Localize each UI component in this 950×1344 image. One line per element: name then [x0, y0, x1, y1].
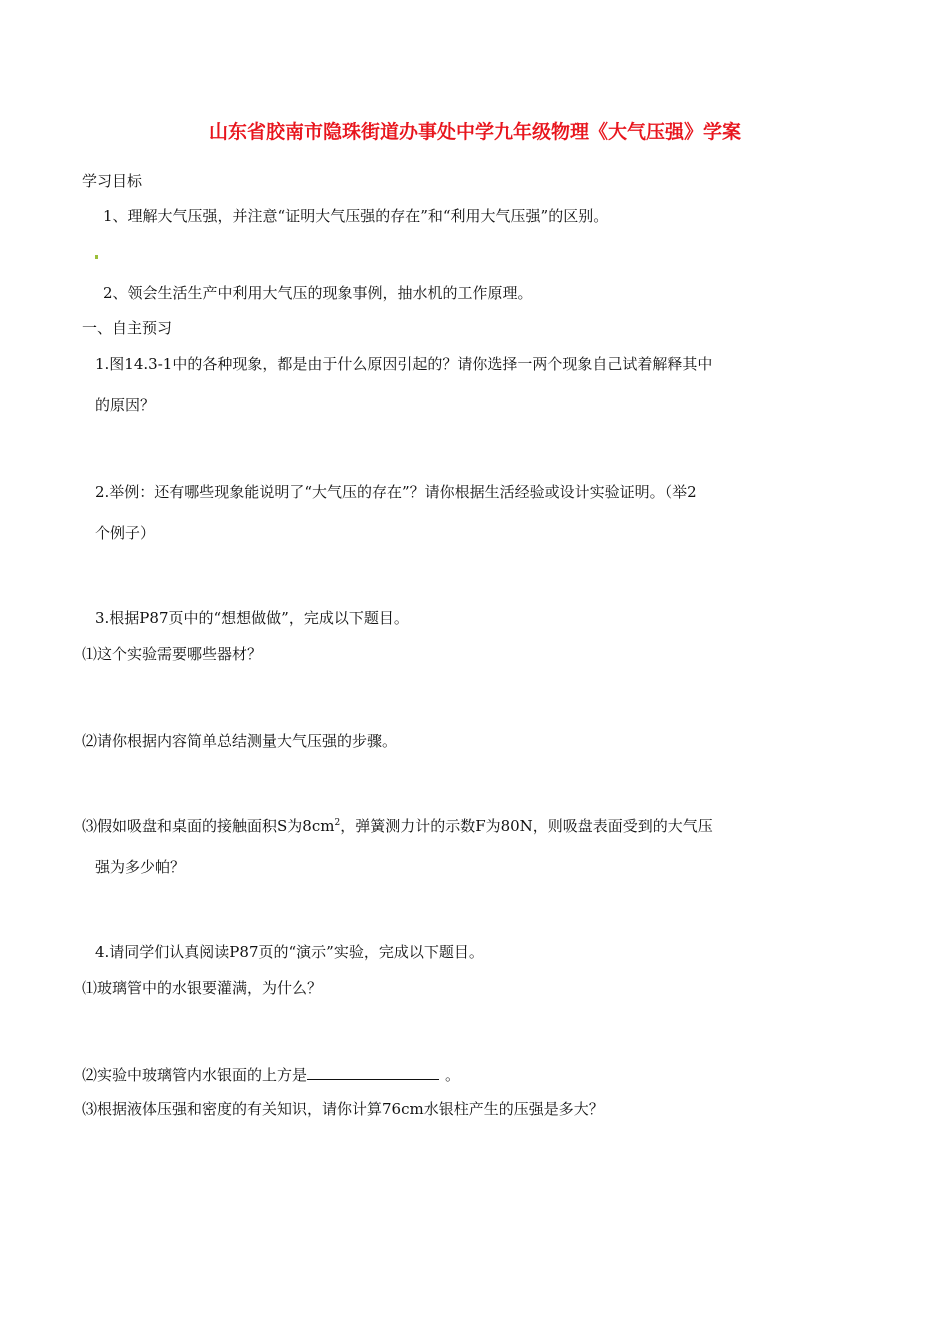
question-2-line-2: 个例子）: [95, 524, 156, 542]
question-4-sub-2-text: ⑵实验中玻璃管内水银面的上方是: [82, 1066, 308, 1084]
goal-item-1: 1、理解大气压强，并注意“证明大气压强的存在”和“利用大气压强”的区别。: [103, 207, 609, 225]
answer-blank[interactable]: [307, 1064, 439, 1080]
question-2-line-1: 2.举例：还有哪些现象能说明了“大气压的存在”？请你根据生活经验或设计实验证明。（举2: [95, 483, 697, 501]
question-4-sub-1: ⑴玻璃管中的水银要灌满，为什么？: [82, 979, 323, 997]
question-3-sub-3-text-b: ，弹簧测力计的示数F为80N，则吸盘表面受到的大气压: [340, 817, 713, 835]
question-4-sub-2-end: 。: [445, 1066, 461, 1084]
question-4-sub-3: ⑶根据液体压强和密度的有关知识，请你计算76cm水银柱产生的压强是多大？: [82, 1100, 604, 1118]
question-4-stem: 4.请同学们认真阅读P87页的“演示”实验，完成以下题目。: [95, 943, 484, 961]
document-title: 山东省胶南市隐珠街道办事处中学九年级物理《大气压强》学案: [208, 121, 741, 143]
question-1-line-2: 的原因？: [95, 396, 156, 414]
question-3-sub-3-text-a: ⑶假如吸盘和桌面的接触面积S为8cm: [82, 817, 335, 835]
squared-superscript: 2: [334, 818, 341, 828]
question-3-stem: 3.根据P87页中的“想想做做”，完成以下题目。: [95, 609, 409, 627]
preview-heading: 一、自主预习: [82, 319, 173, 337]
question-3-sub-2: ⑵请你根据内容简单总结测量大气压强的步骤。: [82, 732, 398, 750]
question-3-sub-3-line-1: [82, 816, 713, 836]
goal-item-2: 2、领会生活生产中利用大气压的现象事例，抽水机的工作原理。: [103, 284, 533, 302]
question-3-sub-1: ⑴这个实验需要哪些器材？: [82, 645, 263, 663]
goals-heading: 学习目标: [82, 172, 143, 190]
question-1-line-1: 1.图14.3-1中的各种现象，都是由于什么原因引起的？请你选择一两个现象自己试着解释其中: [95, 355, 713, 373]
stray-mark: [95, 255, 98, 259]
question-3-sub-3-line-2: 强为多少帕？: [95, 858, 186, 876]
question-4-sub-2: [82, 1064, 460, 1085]
